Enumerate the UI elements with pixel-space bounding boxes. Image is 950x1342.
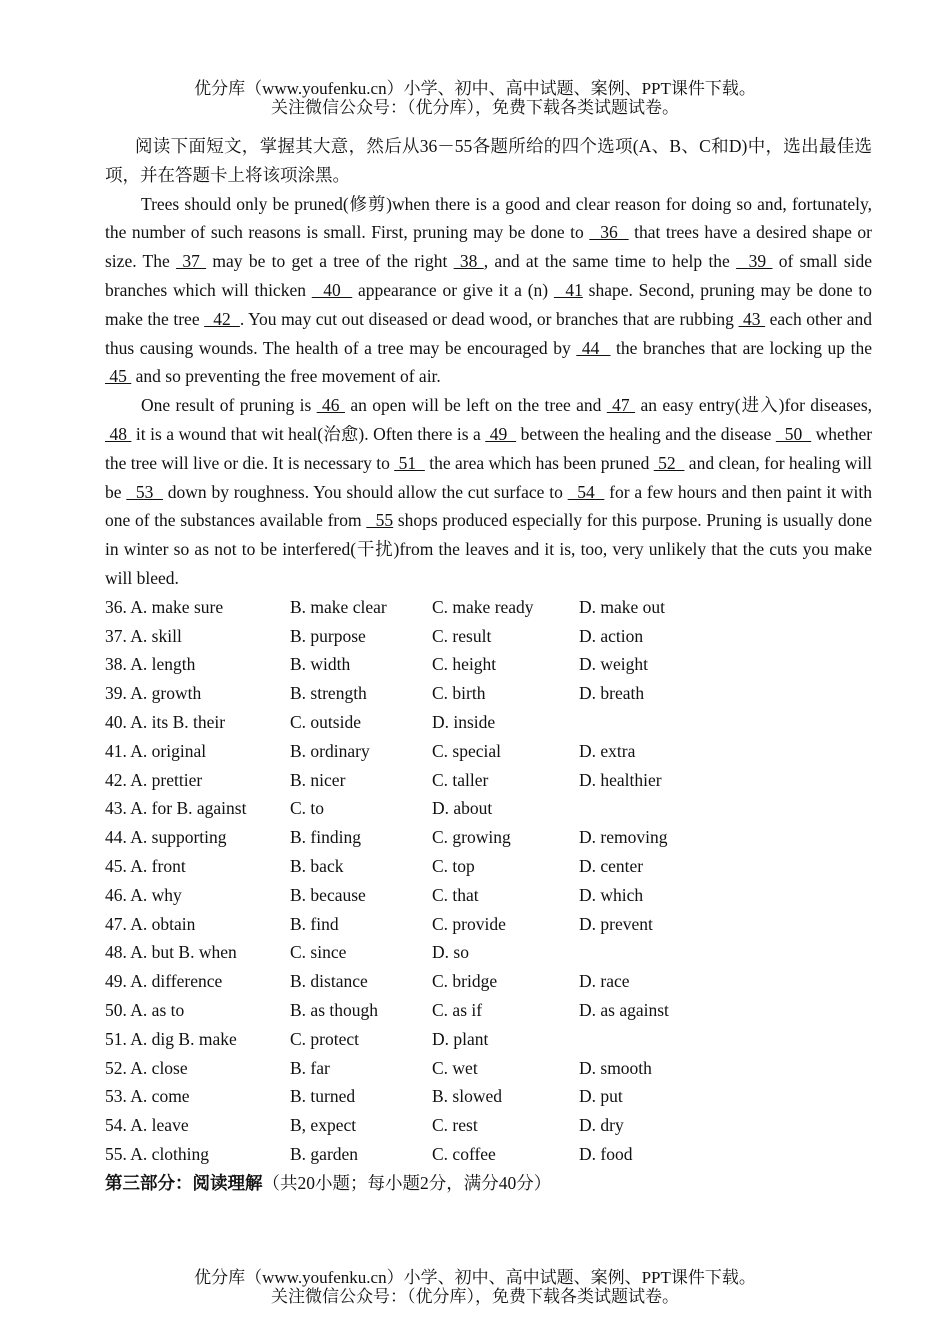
blank-54: 54 (567, 481, 605, 502)
option-cell: D. inside (432, 711, 496, 732)
option-cell: D. weight (579, 654, 649, 675)
option-cell: C. coffee (432, 1143, 496, 1164)
option-cell: C. since (290, 942, 347, 963)
option-row (105, 737, 872, 766)
blank-37: 37 (176, 251, 207, 272)
option-cell: D. center (579, 855, 644, 876)
option-cell: C. growing (432, 827, 511, 848)
passage-text: , and at the same time to help the (483, 251, 737, 272)
passage-text: an open will be left on the tree and (344, 395, 607, 416)
option-cell: B, expect (290, 1115, 357, 1136)
blank-49: 49 (485, 423, 517, 444)
option-row (105, 794, 872, 823)
blank-42: 42 (204, 308, 240, 329)
option-cell: 43. A. for B. against (105, 798, 247, 819)
option-cell: C. outside (290, 711, 361, 732)
instructions: 阅读下面短文，掌握其大意，然后从36－55各题所给的四个选项(A、B、C和D)中，选出最佳选项，并在答题卡上将该项涂黑。 (105, 136, 872, 185)
option-cell: D. breath (579, 683, 645, 704)
exam-content (105, 132, 872, 1197)
option-cell: 51. A. dig B. make (105, 1028, 237, 1049)
passage-text: shape. Second, pruning may be done to make the tree (105, 279, 873, 329)
option-cell: 48. A. but B. when (105, 942, 237, 963)
option-cell: 49. A. difference (105, 971, 223, 992)
option-cell: B. because (290, 884, 366, 905)
option-cell: 41. A. original (105, 740, 207, 761)
option-cell: C. result (432, 625, 492, 646)
option-cell: C. as if (432, 999, 483, 1020)
option-row (105, 823, 872, 852)
option-row (105, 852, 872, 881)
option-cell: C. height (432, 654, 497, 675)
passage-text: appearance or give it a (n) (352, 279, 554, 300)
option-cell: D. smooth (579, 1057, 652, 1078)
passage-text: whether the tree will live or die. It is necessary to (105, 423, 873, 473)
passage-text: the area which has been pruned (424, 452, 654, 473)
option-row (105, 910, 872, 939)
option-cell: C. top (432, 855, 475, 876)
option-cell: C. that (432, 884, 479, 905)
blank-43: 43 (738, 308, 766, 329)
section-title: 第三部分：阅读理解 (105, 1172, 263, 1193)
passage-paragraph-2 (105, 391, 872, 593)
blank-55: 55 (366, 510, 394, 531)
option-cell: C. make ready (432, 596, 534, 617)
option-cell: 42. A. prettier (105, 769, 203, 790)
option-row (105, 1082, 872, 1111)
option-cell: 36. A. make sure (105, 596, 224, 617)
blank-39: 39 (736, 251, 773, 272)
blank-44: 44 (576, 337, 611, 358)
option-row (105, 1140, 872, 1169)
page-header (0, 79, 950, 117)
option-cell: D. about (432, 798, 493, 819)
option-row (105, 650, 872, 679)
option-cell: C. special (432, 740, 502, 761)
option-cell: B. strength (290, 683, 367, 704)
blank-53: 53 (126, 481, 163, 502)
option-cell: D. make out (579, 596, 666, 617)
option-cell (579, 1025, 779, 1054)
footer-line-1: 优分库（www.youfenku.cn）小学、初中、高中试题、案例、PPT课件下载。 (194, 1268, 756, 1287)
option-row (105, 679, 872, 708)
passage-text: an easy entry(进入)for diseases, (635, 395, 873, 416)
option-cell: 40. A. its B. their (105, 711, 226, 732)
option-cell: D. removing (579, 827, 668, 848)
option-cell: B. ordinary (290, 740, 370, 761)
passage-text: . You may cut out diseased or dead wood, or branches that are rubbing (239, 308, 739, 329)
option-cell: 38. A. length (105, 654, 196, 675)
section-heading (105, 1169, 872, 1198)
blank-52: 52 (653, 452, 685, 473)
passage-paragraph-1 (105, 190, 872, 392)
option-row (105, 708, 872, 737)
passage-text: and so preventing the free movement of air. (131, 366, 441, 387)
passage-text: and clean, for healing will be (105, 452, 873, 502)
option-row (105, 593, 872, 622)
option-cell: B. width (290, 654, 351, 675)
option-cell: B. back (290, 855, 344, 876)
blank-45: 45 (105, 366, 132, 387)
option-cell: C. protect (290, 1028, 360, 1049)
passage-text: shops produced especially for this purpose. Pruning is usually done in winter so as not to be interfered(干扰)from the leaves and it is, too, very unlikely that the cuts you make will bleed. (105, 510, 872, 588)
option-cell: 54. A. leave (105, 1115, 189, 1136)
option-cell: B. far (290, 1057, 330, 1078)
passage-text: of small side branches which will thicken (105, 251, 873, 300)
page-footer (0, 1268, 950, 1306)
option-row (105, 881, 872, 910)
option-row (105, 622, 872, 651)
blank-50: 50 (775, 423, 812, 444)
option-cell: C. to (290, 798, 325, 819)
option-cell: D. so (432, 942, 469, 963)
blank-38: 38 (453, 251, 484, 272)
option-row (105, 996, 872, 1025)
answer-options (105, 593, 872, 1169)
option-row (105, 1054, 872, 1083)
option-cell: 55. A. clothing (105, 1143, 210, 1164)
option-cell: B. slowed (432, 1086, 502, 1107)
option-cell: B. turned (290, 1086, 356, 1107)
option-cell: B. finding (290, 827, 361, 848)
passage-text: down by roughness. You should allow the cut surface to (163, 481, 568, 502)
option-cell: D. as against (579, 999, 669, 1020)
option-cell: B. garden (290, 1143, 359, 1164)
blank-46: 46 (316, 395, 345, 416)
passage-text: each other and thus causing wounds. The health of a tree may be encouraged by (105, 308, 873, 358)
option-cell (579, 708, 779, 737)
option-cell: C. bridge (432, 971, 498, 992)
blank-41: 41 (553, 279, 583, 300)
option-cell: D. prevent (579, 913, 653, 934)
passage-text: it is a wound that wit heal(治愈). Often there is a (131, 423, 486, 444)
section-note: （共20小题；每小题2分，满分40分） (262, 1172, 552, 1193)
option-cell: B. as though (290, 999, 378, 1020)
passage-text: for a few hours and then paint it with one of the substances available from (105, 481, 873, 531)
option-cell: 52. A. close (105, 1057, 188, 1078)
passage-text: that trees have a desired shape or size. The (105, 222, 872, 272)
option-cell: D. put (579, 1086, 623, 1107)
blank-47: 47 (606, 395, 636, 416)
option-cell: D. action (579, 625, 644, 646)
blank-48: 48 (105, 423, 132, 444)
passage-text: Trees should only be pruned(修剪)when there is a good and clear reason for doing so and, fortunately, the number of such reasons is small. First, pruning may be done to (105, 193, 872, 243)
option-cell: 46. A. why (105, 884, 182, 905)
option-cell: 47. A. obtain (105, 913, 196, 934)
option-cell: 44. A. supporting (105, 827, 227, 848)
option-cell: C. provide (432, 913, 506, 934)
option-cell (579, 938, 779, 967)
option-cell: B. nicer (290, 769, 346, 790)
option-cell: C. taller (432, 769, 489, 790)
passage-text: may be to get a tree of the right (206, 251, 454, 272)
option-row (105, 1025, 872, 1054)
option-cell: D. food (579, 1143, 633, 1164)
option-cell: C. birth (432, 683, 486, 704)
option-cell: 45. A. front (105, 855, 186, 876)
option-row (105, 1111, 872, 1140)
option-row (105, 967, 872, 996)
passage-text: between the healing and the disease (516, 423, 776, 444)
footer-line-2: 关注微信公众号：（优分库），免费下载各类试题试卷。 (271, 1287, 679, 1306)
option-cell (579, 794, 779, 823)
passage-text: the branches that are locking up the (610, 337, 873, 358)
option-cell: D. race (579, 971, 630, 992)
option-cell: D. which (579, 884, 644, 905)
header-line-1: 优分库（www.youfenku.cn）小学、初中、高中试题、案例、PPT课件下载。 (194, 79, 756, 98)
option-cell: D. healthier (579, 769, 662, 790)
option-cell: 53. A. come (105, 1086, 190, 1107)
blank-40: 40 (311, 279, 353, 300)
header-line-2: 关注微信公众号：（优分库），免费下载各类试题试卷。 (271, 98, 679, 117)
option-cell: D. plant (432, 1028, 489, 1049)
option-cell: B. distance (290, 971, 368, 992)
option-row (105, 938, 872, 967)
blank-36: 36 (589, 222, 629, 243)
option-cell: 39. A. growth (105, 683, 202, 704)
option-cell: D. extra (579, 740, 636, 761)
option-cell: C. rest (432, 1115, 478, 1136)
option-cell: 37. A. skill (105, 625, 182, 646)
blank-51: 51 (394, 452, 425, 473)
option-cell: D. dry (579, 1115, 624, 1136)
option-cell: B. find (290, 913, 339, 934)
option-cell: B. purpose (290, 625, 366, 646)
option-cell: 50. A. as to (105, 999, 185, 1020)
option-row (105, 766, 872, 795)
passage-text: One result of pruning is (141, 395, 317, 416)
option-cell: B. make clear (290, 596, 387, 617)
option-cell: C. wet (432, 1057, 478, 1078)
